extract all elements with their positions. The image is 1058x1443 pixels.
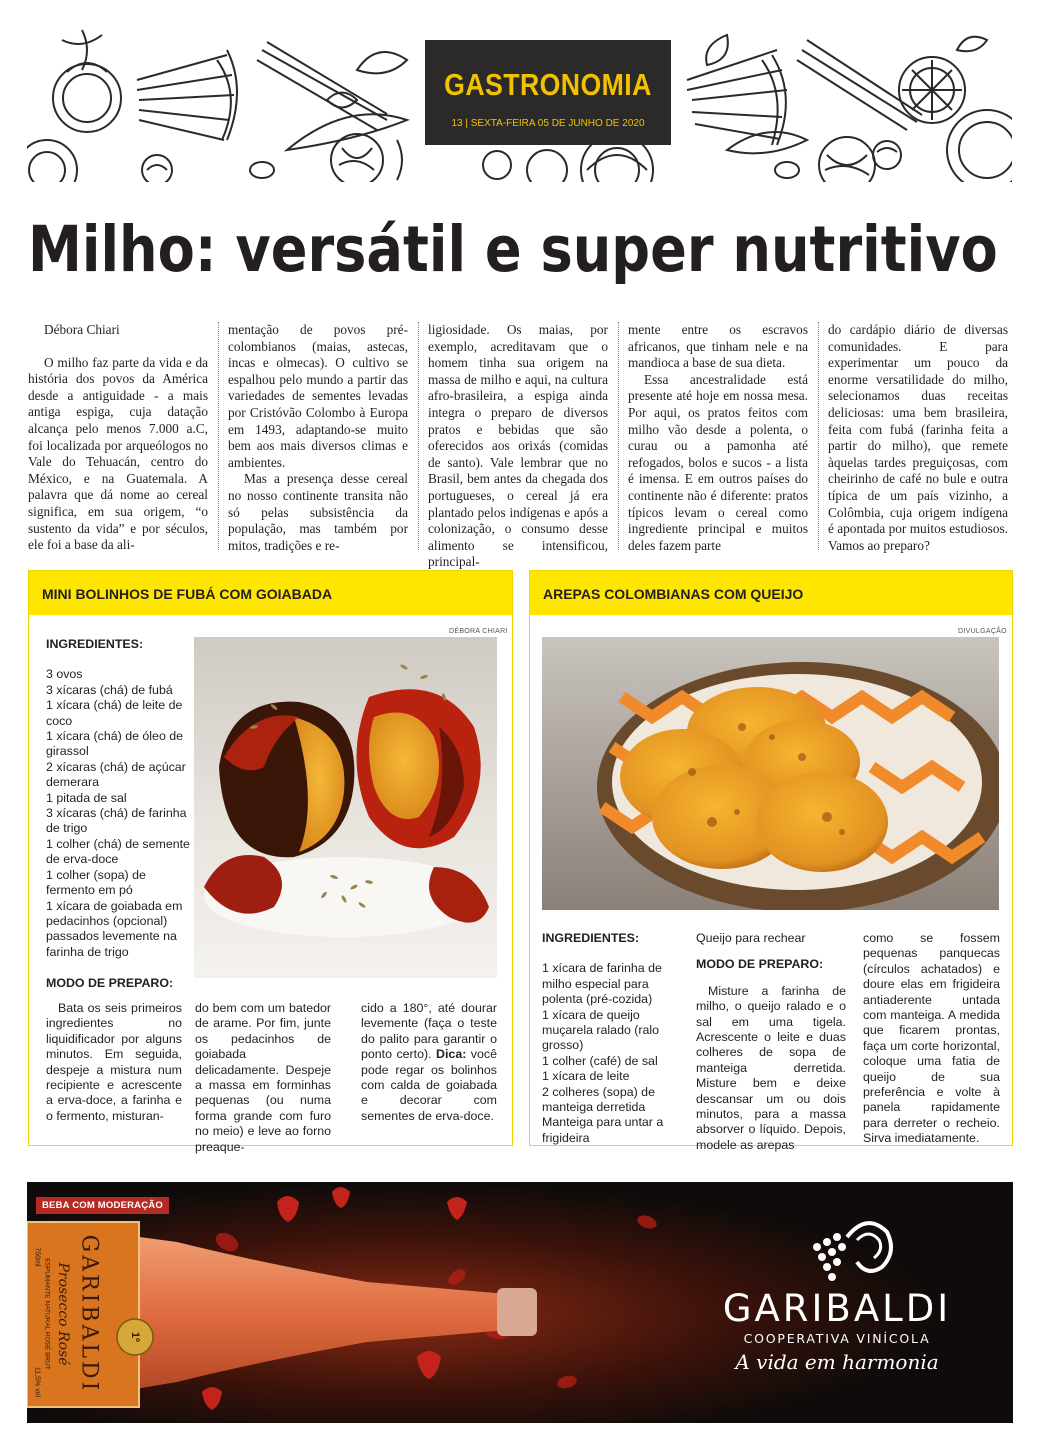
tip-text: você pode regar os bolinhos com calda de goiabada e decorar com sementes de erva-doce. xyxy=(361,1047,497,1123)
header-banner xyxy=(27,20,1012,182)
method-column-3 xyxy=(361,1001,497,1124)
article-paragraph: mentação de povos pré-colombianos (maias, astecas, incas e olmecas). O cultivo se espalhou pelo mundo a partir das variedades de sementes levadas por Cristóvão Colombo à Europa em 1493, adaptando-se muito bem aos mais diversos climas e ambientes. xyxy=(228,322,408,470)
article-body xyxy=(28,322,1013,570)
bottle-brand: GARIBALDI xyxy=(76,1234,102,1394)
method-column-1: Bata os seis primeiros ingredientes no liquidificador por alguns minutos. Em seguida, despeje a mistura num recipiente e acrescente a erva-doce, a farinha e o fermento, misturan- xyxy=(46,1001,182,1123)
bottle-product: Prosecco Rosé xyxy=(55,1262,71,1366)
ingredient-item: 1 xícara de farinha de milho especial para polenta (pré-cozida) xyxy=(542,961,662,1007)
article-paragraph: Essa ancestralidade está presente até hoje em nossa mesa. Por aqui, os pratos feitos com milho vão desde a polenta, o curau ou a pamonha até refogados, bolos e sucos - a lista é imensa. E em outros países do continente não é diferente: pratos típicos levam o cereal como ingrediente principal e muitos deles fazem parte xyxy=(628,371,808,553)
method-label: MODO DE PREPARO: xyxy=(696,957,824,972)
bolinho-photo xyxy=(194,637,497,978)
bottle-volume: 750ml xyxy=(33,1247,41,1267)
ingredient-item: 1 xícara de goiabada em pedacinhos (opcional) passados levemente na farinha de trigo xyxy=(46,898,183,959)
article-column-5 xyxy=(828,322,1008,554)
article-column-3 xyxy=(428,322,608,571)
ingredient-item: 2 xícaras (chá) de açúcar demerara xyxy=(46,759,186,790)
ingredient-item: 1 xícara de queijo muçarela ralado (ralo grosso) xyxy=(542,1007,660,1053)
ingredient-item: 1 colher (sopa) de fermento em pó xyxy=(46,867,146,898)
arepas-photo xyxy=(542,637,999,910)
article-paragraph: mente entre os escravos africanos, que tinham nele e na mandioca a base de sua dieta. xyxy=(628,322,808,371)
column-divider xyxy=(818,322,819,550)
recipe-title: MINI BOLINHOS DE FUBÁ COM GOIABADA xyxy=(29,571,512,615)
ingredient-item: 1 xícara de leite xyxy=(542,1069,630,1084)
article-paragraph: O milho faz parte da vida e da história dos povos da América desde a antiguidade - a mais antiga espiga, cuja datação alcança pelo menos 7.000 a.C, foi localizada por arqueólogos no Vale do Tehuacán, centro do México, e na Guatemala. A palavra que dá nome ao cereal significa, em sua origem, “o sustento da vida” e por séculos, ele foi a base da ali- xyxy=(28,354,208,553)
ingredient-item: 3 xícaras (chá) de fubá xyxy=(46,682,173,697)
article-column-2 xyxy=(228,322,408,554)
ingredient-item: 1 xícara (chá) de óleo de girassol xyxy=(46,729,184,759)
article-column-4 xyxy=(628,322,808,554)
bottle-label xyxy=(27,1222,139,1407)
ingredient-item: 1 xícara (chá) de leite de coco xyxy=(46,698,183,728)
ingredient-item: 3 xícaras (chá) de farinha de trigo xyxy=(46,806,187,836)
tip-label: Dica: xyxy=(436,1047,467,1062)
ingredient-item: 1 colher (chá) de semente de erva-doce xyxy=(46,836,190,867)
section-title: GASTRONOMIA xyxy=(444,67,652,102)
column-divider xyxy=(418,322,419,550)
recipe-title: AREPAS COLOMBIANAS COM QUEIJO xyxy=(530,571,1012,615)
advertisement-garibaldi xyxy=(27,1182,1013,1423)
page-dateline: 13 | SEXTA-FEIRA 05 DE JUNHO DE 2020 xyxy=(451,118,645,129)
method-text: cido a 180°, até dourar levemente (faça o teste do palito para garantir o ponto certo). xyxy=(361,1001,497,1062)
photo-credit: DÉBORA CHIARI xyxy=(449,628,508,635)
recipe-box-bolinhos xyxy=(28,570,513,1154)
section-label xyxy=(425,40,671,145)
ingredient-item: Queijo para rechear xyxy=(696,931,806,945)
bottle-description: ESPUMANTE NATURAL ROSÉ BRUT xyxy=(43,1258,51,1370)
recipe-box-arepas xyxy=(529,570,1013,1152)
photo-credit: DIVULGAÇÃO xyxy=(958,628,1007,635)
ingredient-item: 1 pitada de sal xyxy=(46,790,127,805)
method-column-2: Misture a farinha de milho, o queijo ralado e o sal em uma tigela. Acrescente o leite e duas colheres de sopa de manteiga derretida. Misture bem e deixe descansar um ou dois minutos, para a massa absorver o líquido. Depois, modele as arepas xyxy=(696,983,846,1152)
ingredient-item: 3 ovos xyxy=(46,667,83,682)
column-divider xyxy=(218,322,219,550)
column-divider xyxy=(618,322,619,550)
headline: Milho: versátil e super nutritivo xyxy=(28,213,998,286)
article-paragraph: Mas a presença desse cereal no nosso continente transita não só pelas subsistência da população, mas também por mitos, tradições e re- xyxy=(228,471,408,553)
ad-brand-subtitle: COOPERATIVA VINÍCOLA xyxy=(743,1331,931,1346)
method-label: MODO DE PREPARO: xyxy=(46,976,174,991)
ingredients-label: INGREDIENTES: xyxy=(46,637,144,651)
article-paragraph: do cardápio diário de diversas comunidades. E para experimentar um pouco da enorme versatilidade do milho, selecionamos duas receitas deliciosas: uma bem brasileira, feita com fubá (farinha feita a partir do milho), que remete àquelas tardes preguiçosas, com cheirinho de café no bule e outra típica de um país vizinho, a Colômbia, cuja origem indígena é apontada por muitos estudiosos. Vamos ao preparo? xyxy=(828,322,1008,553)
bottle-medal: 1º xyxy=(129,1331,141,1343)
method-column-2: do bem com um batedor de arame. Por fim, junte os pedacinhos de goiabada delicadamente. Despeje a massa em forminhas pequenas (ou numa forma grande com furo no meio) e leve ao forno preaque- xyxy=(195,1001,331,1154)
ingredients-block xyxy=(542,931,682,1146)
ingredient-item: Manteiga para untar a frigideira xyxy=(542,1115,664,1145)
article-column-1 xyxy=(28,322,208,554)
bottle-abv: 11,5% vol xyxy=(33,1366,41,1398)
method-column-3: como se fossem pequenas panquecas (círculos achatados) e doure elas em frigideira antiaderente untada com manteiga. A medida que ficarem prontas, faça um corte horizontal, coloque uma fatia de queijo de sua preferência e volte à panela rapidamente para derreter o recheio. Sirva imediatamente. xyxy=(863,931,1000,1146)
ingredients-block xyxy=(46,637,196,992)
article-paragraph: ligiosidade. Os maias, por exemplo, acreditavam que o homem tinha sua origem na massa de milho e aqui, na cultura afro-brasileira, a espiga ainda integra o preparo de diversos pratos e bebidas que são oferecidos aos orixás (comidas de santo). Vale lembrar que no Brasil, bem antes da chegada dos portugueses, o cereal já era plantado pelos indígenas e após a colonização, o consumo desse alimento se intensificou, principal- xyxy=(428,322,608,570)
byline: Débora Chiari xyxy=(44,322,120,337)
ingredient-item: 2 colheres (sopa) de manteiga derretida xyxy=(542,1084,655,1115)
ingredients-label: INGREDIENTES: xyxy=(542,931,640,945)
ad-brand-name: GARIBALDI xyxy=(722,1287,952,1330)
drink-responsibly-badge: BEBA COM MODERAÇÃO xyxy=(36,1197,169,1214)
ad-slogan: A vida em harmonia xyxy=(735,1350,939,1374)
method-block xyxy=(696,931,846,1153)
ingredient-item: 1 colher (café) de sal xyxy=(542,1053,658,1068)
